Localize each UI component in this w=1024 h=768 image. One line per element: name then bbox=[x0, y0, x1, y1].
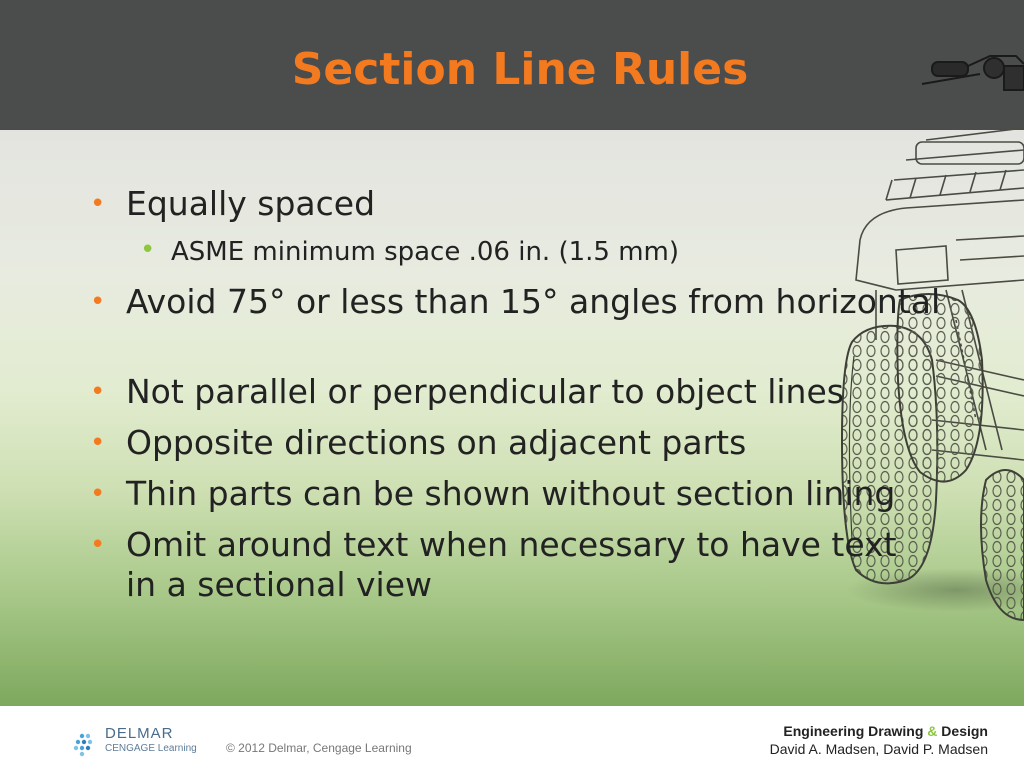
slide-header bbox=[0, 0, 1024, 130]
bullet-item-omit-around-text: • Omit around text when necessary to have text in a sectional view bbox=[126, 525, 926, 605]
slide-footer bbox=[0, 706, 1024, 768]
book-title-part1: Engineering Drawing bbox=[783, 723, 928, 739]
bullet-item-avoid-angles: • Avoid 75° or less than 15° angles from horizontal bbox=[126, 282, 946, 322]
book-authors: David A. Madsen, David P. Madsen bbox=[769, 741, 988, 757]
book-title-part2: Design bbox=[937, 723, 988, 739]
bullet-item-thin-parts: • Thin parts can be shown without section lining bbox=[126, 474, 946, 514]
bullet-item-not-parallel: • Not parallel or perpendicular to object lines bbox=[126, 372, 946, 412]
book-title-ampersand: & bbox=[927, 723, 938, 739]
brand-name: DELMAR bbox=[105, 725, 174, 742]
slide-title: Section Line Rules bbox=[291, 44, 749, 95]
copyright-text: © 2012 Delmar, Cengage Learning bbox=[226, 741, 412, 755]
book-title bbox=[783, 722, 988, 740]
sub-bullet-item-asme-minimum: • ASME minimum space .06 in. (1.5 mm) bbox=[171, 235, 871, 269]
bullet-item-opposite-directions: • Opposite directions on adjacent parts bbox=[126, 423, 946, 463]
delmar-logo-icon bbox=[72, 730, 102, 760]
brand-subtitle: CENGAGE Learning bbox=[105, 743, 197, 754]
bullet-item-equally-spaced: • Equally spaced bbox=[126, 184, 946, 224]
